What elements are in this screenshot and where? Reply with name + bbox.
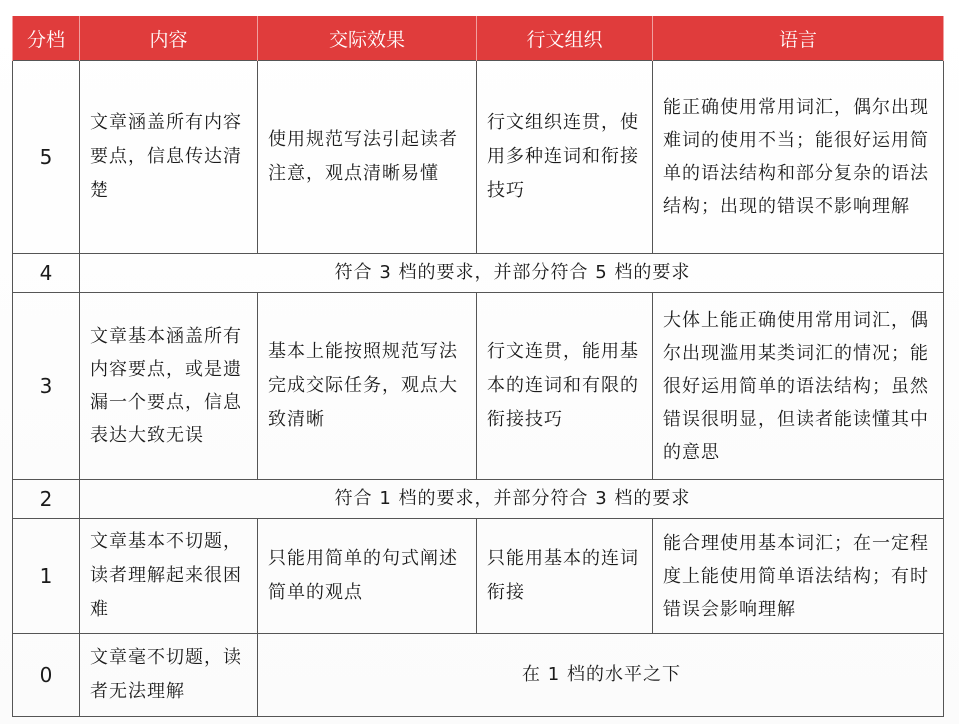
organization-cell: 行文组织连贯，使用多种连词和衔接技巧 bbox=[477, 61, 653, 254]
score-cell: 0 bbox=[13, 634, 80, 717]
table-row bbox=[13, 293, 944, 480]
organization-cell: 只能用基本的连词衔接 bbox=[477, 519, 653, 634]
header-content: 内容 bbox=[80, 16, 258, 61]
organization-cell: 行文连贯，能用基本的连词和有限的衔接技巧 bbox=[477, 293, 653, 480]
content-cell: 文章毫不切题，读者无法理解 bbox=[80, 634, 258, 717]
header-communication: 交际效果 bbox=[258, 16, 477, 61]
communication-cell: 只能用简单的句式阐述简单的观点 bbox=[258, 519, 477, 634]
table-row bbox=[13, 634, 944, 717]
score-cell: 5 bbox=[13, 61, 80, 254]
table-row bbox=[13, 61, 944, 254]
score-cell: 3 bbox=[13, 293, 80, 480]
header-language: 语言 bbox=[653, 16, 944, 61]
content-cell: 文章基本涵盖所有内容要点，或是遗漏一个要点，信息表达大致无误 bbox=[80, 293, 258, 480]
language-cell: 能正确使用常用词汇，偶尔出现难词的使用不当；能很好运用简单的语法结构和部分复杂的语法结构；出现的错误不影响理解 bbox=[653, 61, 944, 254]
merged-cell: 符合 3 档的要求，并部分符合 5 档的要求 bbox=[80, 254, 944, 293]
score-cell: 4 bbox=[13, 254, 80, 293]
table-row bbox=[13, 254, 944, 293]
header-organization: 行文组织 bbox=[477, 16, 653, 61]
table-row bbox=[13, 480, 944, 519]
communication-cell: 基本上能按照规范写法完成交际任务，观点大致清晰 bbox=[258, 293, 477, 480]
header-row bbox=[13, 16, 944, 61]
header-score: 分档 bbox=[13, 16, 80, 61]
table-row bbox=[13, 519, 944, 634]
content-cell: 文章涵盖所有内容要点，信息传达清楚 bbox=[80, 61, 258, 254]
merged-cell: 符合 1 档的要求，并部分符合 3 档的要求 bbox=[80, 480, 944, 519]
grading-rubric-table bbox=[12, 16, 944, 717]
merged-cell: 在 1 档的水平之下 bbox=[258, 634, 944, 717]
score-cell: 1 bbox=[13, 519, 80, 634]
language-cell: 大体上能正确使用常用词汇，偶尔出现滥用某类词汇的情况；能很好运用简单的语法结构；虽然错误很明显，但读者能读懂其中的意思 bbox=[653, 293, 944, 480]
communication-cell: 使用规范写法引起读者注意，观点清晰易懂 bbox=[258, 61, 477, 254]
content-cell: 文章基本不切题，读者理解起来很困难 bbox=[80, 519, 258, 634]
score-cell: 2 bbox=[13, 480, 80, 519]
language-cell: 能合理使用基本词汇；在一定程度上能使用简单语法结构；有时错误会影响理解 bbox=[653, 519, 944, 634]
